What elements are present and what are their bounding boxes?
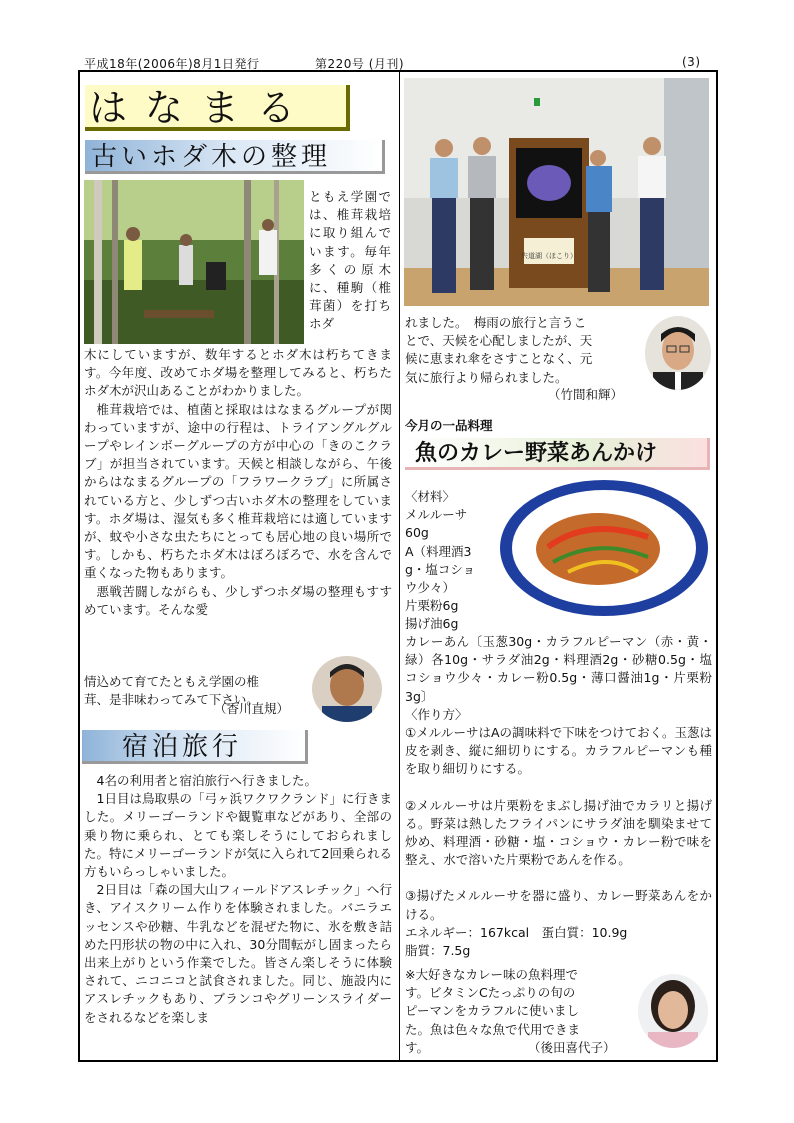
nutrition-energy: エネルギー：167kcal 蛋白質：10.9g <box>405 924 628 940</box>
hoda-paragraph-3a: 悪戦苦闘しながらも、少しずつホダ場の整理もすすめています。そんな愛 <box>84 583 392 617</box>
trip-cont-b: とで、天候を心配しましたが、天 <box>405 333 593 349</box>
trip-author: （竹間和輝） <box>548 387 624 402</box>
article-title-hoda: 古いホダ木の整理 <box>85 140 385 174</box>
page-number: (3) <box>682 55 701 69</box>
step-3: ③揚げたメルルーサを器に盛り、カレー野菜あんをかける。 <box>405 888 712 922</box>
section-title-hanamaru: はなまる <box>85 85 350 131</box>
hoda-paragraph-2: 椎茸栽培では、植菌と採取ははなまるグループが関わっていますが、途中の行程は、トライアングルグループやレインボーグループの方が中心の「きのこクラブ」が担当されています。天候と相談しながら、午後からはなまるグループの「フラワークラブ」に所属されている方と、少しずつ古いホダ木の整理をしています。ホダ場は、湿気も多く椎茸栽培には適していますが、蚊や小さな虫たちにとっても居心地の良い場所です。しかも、朽ちたホダ木はぼろぼろで、水を含んで重くなった物もあります。 <box>84 401 392 581</box>
trip-continued <box>405 314 640 387</box>
note-e: す。 <box>405 1039 430 1055</box>
issue-date: 平成18年(2006年)8月1日発行 <box>84 57 260 71</box>
dish-photo <box>498 477 710 619</box>
recipe-label: 今月の一品料理 <box>405 418 493 433</box>
trip-paragraph-3: 2日目は「森の国大山フィールドアスレチック」へ行き、アイスクリーム作りを体験されました。バニラエッセンスや砂糖、牛乳などを混ぜた物に、氷を敷き詰めた円形状の物の中に入れ、30分間転がし固まったら出来上がりという作業でした。皆さん楽しそうに体験されて、ニコニコと試食されました。同じ、施設内にアスレチックもあり、ブランコやグリーンスライダーをされるなどを楽しま <box>84 882 392 1025</box>
recipe-title: 魚のカレー野菜あんかけ <box>405 438 710 470</box>
author-portrait-kagawa <box>312 656 382 722</box>
method-label: 〈作り方〉 <box>405 706 468 722</box>
materials-block <box>405 488 495 634</box>
column-divider <box>399 72 400 1060</box>
material-7: 揚げ油6g <box>405 616 459 632</box>
material-6: 片栗粉6g <box>405 598 459 614</box>
nutrition-fat: 脂質：7.5g <box>405 943 471 959</box>
trip-group-photo <box>404 78 709 306</box>
hoda-body <box>84 346 392 619</box>
note-c: ピーマンをカラフルに使いまし <box>405 1003 580 1019</box>
material-2: 60g <box>405 525 429 541</box>
note-d: た。魚は色々な魚で代用できま <box>405 1021 581 1037</box>
note-b: す。ビタミンCたっぷりの旬の <box>405 985 576 1001</box>
material-8: カレーあん〔玉葱30g・カラフルピーマン（赤・黄・緑）各10g・サラダ油2g・料理酒2g・砂糖0.5g・塩コショウ少々・カレー粉0.5g・薄口醤油1g・片栗粉3g〕 <box>405 634 712 704</box>
hoda-author: （香川直規） <box>214 701 290 716</box>
author-portrait-takema <box>645 316 711 390</box>
trip-cont-c: 候に恵まれ傘をさすことなく、元 <box>405 351 593 367</box>
forest-work-photo <box>84 180 304 344</box>
recipe-body <box>405 633 712 960</box>
materials-label: 〈材料〉 <box>405 489 456 504</box>
article-title-trip: 宿泊旅行 <box>82 730 308 764</box>
trip-paragraph-2: 1日目は鳥取県の「弓ヶ浜ワクワクランド」に行きました。メリーゴーランドや観覧車などがあり、全部の乗り物に乗られ、とても楽しそうにしておられました。特にメリーゴーランドが気に入られて2回乗られる方もいらっしゃいました。 <box>84 791 392 880</box>
note-a: ※大好きなカレー味の魚料理で <box>405 967 578 982</box>
trip-cont-d: 気に旅行より帰られました。 <box>405 369 568 385</box>
material-3: A（料理酒3 <box>405 543 472 559</box>
step-1: ①メルルーサはAの調味料で下味をつけておく。玉葱は皮を剥き、縦に細切りにする。カラフルピーマンも種を取り細切りにする。 <box>405 725 712 777</box>
hoda-paragraph-1-rest: 木にしていますが、数年するとホダ木は朽ちてきます。今年度、改めてホダ場を整理してみると、朽ちたホダ木が沢山あることがわかりました。 <box>84 347 392 399</box>
hoda-paragraph-3b: 情込めて育てたともえ学園の椎 <box>84 674 260 689</box>
hoda-paragraph-1-wrap: ともえ学園では、椎茸栽培に取り組んでいます。毎年多くの原木に、種駒（椎茸菌）を打ちホダ <box>309 189 391 332</box>
trip-paragraph-1: 4名の利用者と宿泊旅行へ行きました。 <box>96 773 317 788</box>
material-1: メルルーサ <box>405 507 468 523</box>
material-4: g・塩コショ <box>405 561 476 577</box>
material-5: ウ少々） <box>405 580 456 596</box>
trip-cont-a: れました。 梅雨の旅行と言うこ <box>405 315 587 330</box>
trip-body <box>84 772 392 1027</box>
recipe-author: （後田喜代子） <box>528 1040 616 1055</box>
author-portrait-ushiroda <box>638 974 708 1048</box>
sign-text: 宍道湖（ほこり） <box>521 252 577 260</box>
hoda-paragraph-3c: 茸、是非味わってみて下さい。 <box>84 692 259 708</box>
issue-number: 第220号 (月刊) <box>315 57 405 71</box>
step-2: ②メルルーサは片栗粉をまぶし揚げ油でカラリと揚げる。野菜は熱したフライパンにサラダ油を馴染ませて炒め、料理酒・砂糖・塩・コショウ・カレー粉で味を整え、水で溶いた片栗粉であんを作る。 <box>405 797 712 868</box>
